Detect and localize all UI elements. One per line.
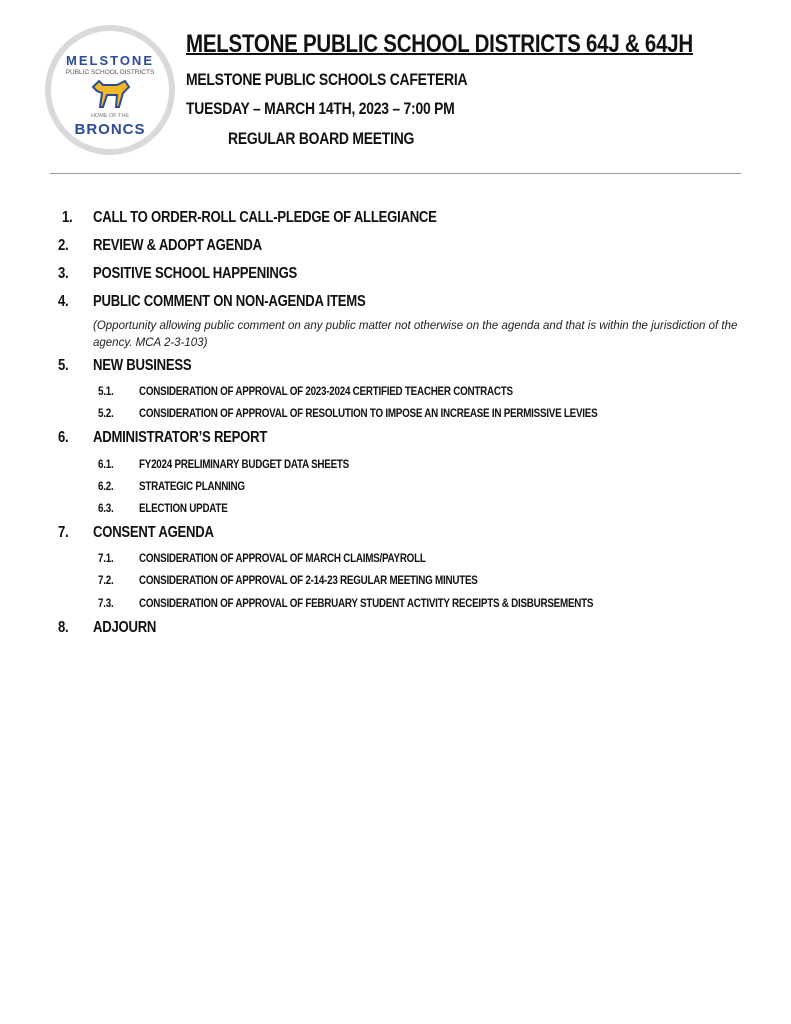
sub-item-number: 6.1. — [98, 457, 114, 471]
item-number: 1. — [62, 209, 73, 226]
item-number: 8. — [58, 619, 69, 636]
sub-item-text: CONSIDERATION OF APPROVAL OF MARCH CLAIMS/PAYROLL — [139, 551, 426, 565]
sub-item-number: 5.1. — [98, 384, 114, 398]
item-number: 5. — [58, 357, 69, 374]
item-text: CALL TO ORDER-ROLL CALL-PLEDGE OF ALLEGIANCE — [93, 209, 437, 226]
item-number: 4. — [58, 293, 69, 310]
sub-item-text: CONSIDERATION OF APPROVAL OF 2023-2024 CERTIFIED TEACHER CONTRACTS — [139, 384, 513, 398]
header-divider — [50, 173, 741, 174]
item-text: CONSENT AGENDA — [93, 524, 214, 541]
sub-item-number: 7.3. — [98, 596, 114, 610]
item-text: PUBLIC COMMENT ON NON-AGENDA ITEMS — [93, 293, 366, 310]
item-text: NEW BUSINESS — [93, 357, 192, 374]
sub-item-number: 5.2. — [98, 406, 114, 420]
item-text: ADJOURN — [93, 619, 157, 636]
meeting-type: REGULAR BOARD MEETING — [228, 129, 415, 148]
sub-item-text: CONSIDERATION OF APPROVAL OF FEBRUARY STUDENT ACTIVITY RECEIPTS & DISBURSEMENTS — [139, 596, 594, 610]
item-number: 3. — [58, 265, 69, 282]
item-text: REVIEW & ADOPT AGENDA — [93, 237, 262, 254]
logo-text-melstone: MELSTONE — [66, 53, 154, 68]
item-number: 6. — [58, 429, 69, 446]
page-title: MELSTONE PUBLIC SCHOOL DISTRICTS 64J & 64JH — [186, 30, 693, 58]
item-text: POSITIVE SCHOOL HAPPENINGS — [93, 265, 298, 282]
district-logo — [45, 25, 175, 155]
meeting-location: MELSTONE PUBLIC SCHOOLS CAFETERIA — [186, 70, 468, 89]
logo-text-home-of-the: HOME OF THE — [90, 113, 130, 119]
logo-text-districts: PUBLIC SCHOOL DISTRICTS — [65, 69, 155, 76]
sub-item-text: CONSIDERATION OF APPROVAL OF RESOLUTION TO IMPOSE AN INCREASE IN PERMISSIVE LEVIES — [139, 406, 598, 420]
sub-item-text: CONSIDERATION OF APPROVAL OF 2-14-23 REGULAR MEETING MINUTES — [139, 573, 478, 587]
sub-item-number: 6.3. — [98, 501, 114, 515]
sub-item-text: FY2024 PRELIMINARY BUDGET DATA SHEETS — [139, 457, 349, 471]
sub-item-number: 7.2. — [98, 573, 114, 587]
logo-text-broncs: BRONCS — [74, 121, 146, 138]
item-number: 2. — [58, 237, 69, 254]
item-number: 7. — [58, 524, 69, 541]
sub-item-number: 7.1. — [98, 551, 114, 565]
sub-item-text: ELECTION UPDATE — [139, 501, 228, 515]
bronco-horse-icon — [89, 77, 133, 113]
public-comment-note: (Opportunity allowing public comment on any public matter not otherwise on the agenda and that is within the jurisdiction of the agency. MCA 2-3-103) — [93, 320, 738, 349]
item-text: ADMINISTRATOR’S REPORT — [93, 429, 268, 446]
sub-item-text: STRATEGIC PLANNING — [139, 479, 245, 493]
meeting-datetime: TUESDAY – MARCH 14TH, 2023 – 7:00 PM — [186, 99, 455, 118]
sub-item-number: 6.2. — [98, 479, 114, 493]
